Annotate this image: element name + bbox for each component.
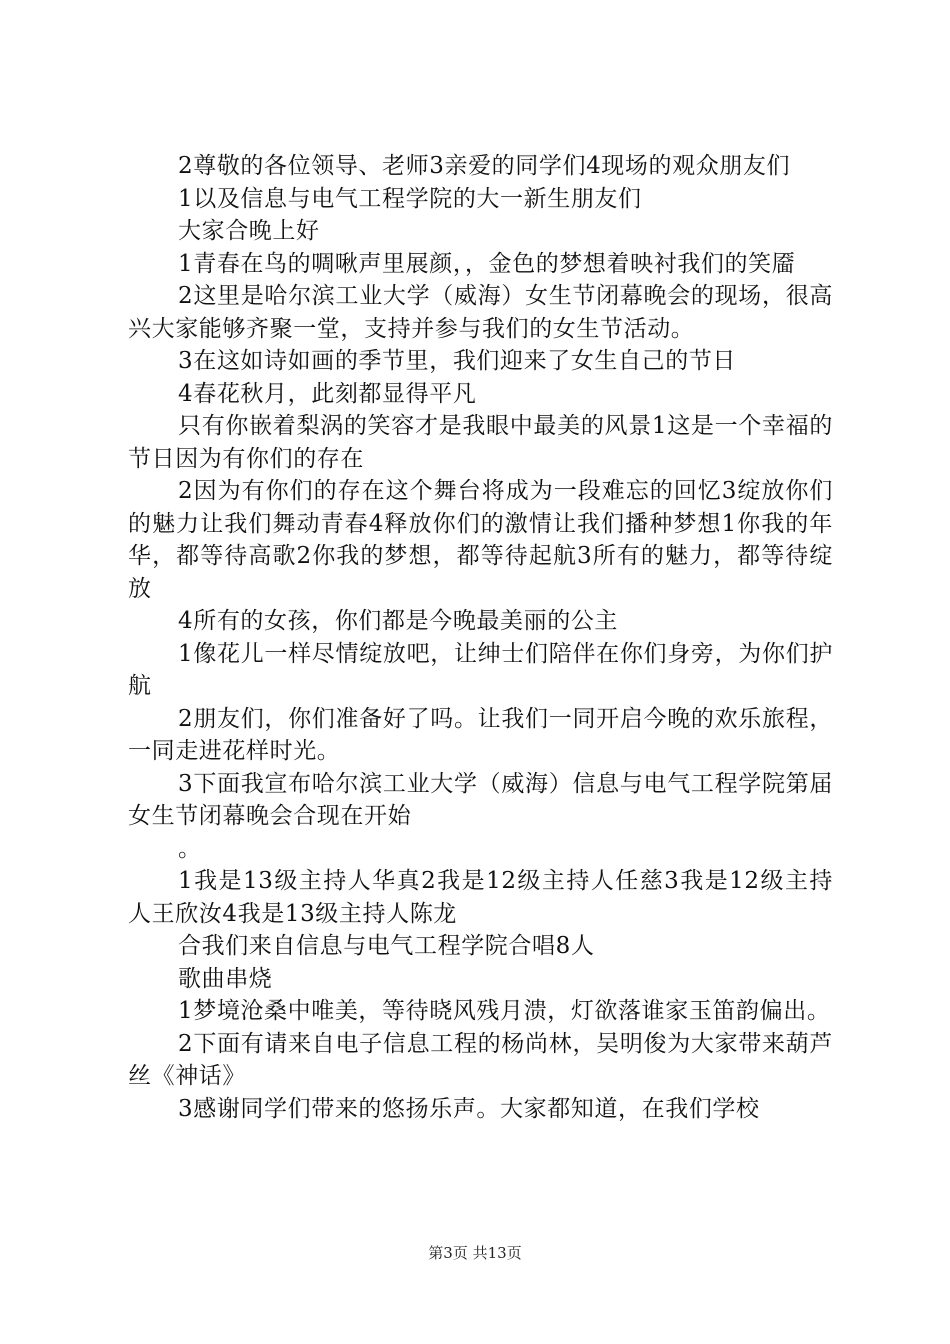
paragraph: 2朋友们，你们准备好了吗。让我们一同开启今晚的欢乐旅程，一同走进花样时光。 [128,705,833,764]
paragraph: 4所有的女孩，你们都是今晚最美丽的公主 [178,608,619,634]
paragraph: 只有你嵌着梨涡的笑容才是我眼中最美的风景1这是一个幸福的节日因为有你们的存在 [128,413,833,472]
paragraph: 。 [178,835,202,862]
paragraph: 3在这如诗如画的季节里，我们迎来了女生自己的节日 [178,348,737,374]
paragraph: 大家合晚上好 [178,218,320,244]
paragraph: 2尊敬的各位领导、老师3亲爱的同学们4现场的观众朋友们 [178,153,791,179]
paragraph: 1以及信息与电气工程学院的大一新生朋友们 [178,185,642,212]
paragraph: 3下面我宣布哈尔滨工业大学（威海）信息与电气工程学院第届女生节闭幕晚会合现在开始 [128,770,833,829]
paragraph: 4春花秋月，此刻都显得平凡 [178,380,477,407]
page-footer: 第3页 共13页 [428,1244,522,1262]
paragraph: 3感谢同学们带来的悠扬乐声。大家都知道，在我们学校 [178,1095,760,1122]
paragraph: 1我是13级主持人华真2我是12级主持人任慈3我是12级主持人王欣汝4我是13级主持人陈龙 [128,868,833,927]
document-body [128,150,833,1125]
paragraph: 1像花儿一样尽情绽放吧，让绅士们陪伴在你们身旁，为你们护航 [128,640,833,699]
paragraph: 1青春在鸟的啁啾声里展颜，，金色的梦想着映衬我们的笑靥 [178,250,796,277]
paragraph: 歌曲串烧 [178,965,273,992]
paragraph: 1梦境沧桑中唯美，等待晓风残月溃，灯欲落谁家玉笛韵偏出。 [178,998,831,1024]
paragraph: 2下面有请来自电子信息工程的杨尚林，吴明俊为大家带来葫芦丝《神话》 [128,1030,833,1089]
paragraph: 2这里是哈尔滨工业大学（威海）女生节闭幕晚会的现场，很高兴大家能够齐聚一堂，支持并参与我们的女生节活动。 [128,283,833,342]
paragraph: 合我们来自信息与电气工程学院合唱8人 [178,933,595,959]
paragraph: 2因为有你们的存在这个舞台将成为一段难忘的回忆3绽放你们的魅力让我们舞动青春4释放你们的激情让我们播种梦想1你我的年华，都等待高歌2你我的梦想，都等待起航3所有的魅力，都等待绽放 [128,478,833,602]
